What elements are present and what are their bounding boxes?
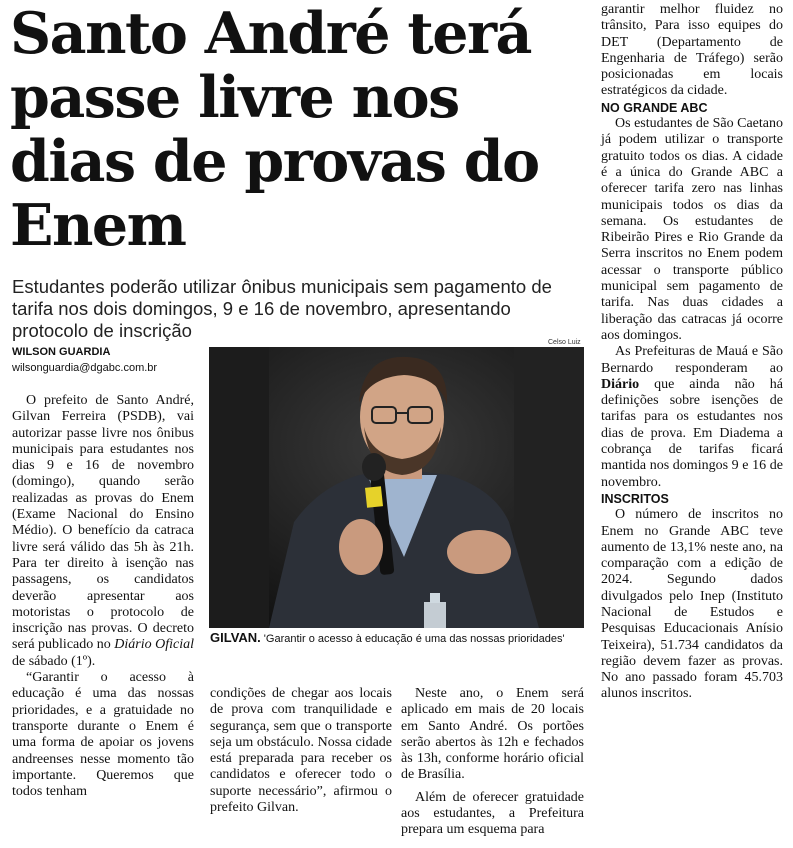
article-photo [209,347,584,628]
paragraph-maua-sbc: As Prefeituras de Mauá e São Bernardo responderam ao Diário que ainda não há definições sobre isenções de tarifas para os estudantes nos dias de prova. Em Diadema a cobrança de tarifas ficará mantida nos domingos 9 e 16 de novembro. [601,344,783,490]
photo-credit: Celso Luiz [548,339,581,346]
headline: Santo André terá passe livre nos dias de provas do Enem [10,0,539,259]
column-4 [601,2,783,703]
subhead-grande-abc: NO GRANDE ABC [601,100,708,115]
column-1 [12,393,194,800]
paragraph-intro: O prefeito de Santo André, Gilvan Ferreira (PSDB), vai autorizar passe livre nos ônibus municipais para estudantes nos dias 9 e 16 de novembro (domingo), quando serão realizadas as provas do Enem (Exame Nacional do Ensino Médio). O benefício da catraca livre será válido das 5h às 21h. Para ter direito à isenção nas passagens, os candidatos deverão apresentar aos motoristas o protocolo de inscrição nas provas. O decreto será publicado no Diário Oficial de sábado (1º). [12,393,194,669]
caption-label: GILVAN. [210,630,261,645]
column-2 [210,686,392,816]
deck: Estudantes poderão utilizar ônibus municipais sem pagamento de tarifa nos dois domingos, 9 e 16 de novembro, apresentando protocolo de inscrição [12,276,552,341]
paragraph-abc-students: Os estudantes de São Caetano já podem utilizar o transporte gratuito todos os dias. A cidade é a única do Grande ABC a oferecer tarifa zero nas linhas municipais todos os dias da semana. Os estudantes de Ribeirão Pires e Rio Grande da Serra inscritos no Enem podem acessar o transporte público municipal sem pagamento de tarifa. Nas duas cidades a liberação das catracas já ocorre aos domingos. [601,116,783,343]
byline-author: WILSON GUARDIA [12,346,111,358]
byline-email: wilsonguardia@dgabc.com.br [12,362,158,374]
diario-oficial-italic: Diário Oficial [114,637,194,653]
paragraph-quote: “Garantir o acesso à educação é uma das nossas prioridades, e a gratuidade no transporte durante o Enem é uma forma de apoiar os jovens andreenses nesse momento tão importante. Queremos que todos tenham [12,670,194,800]
paragraph-inscritos: O número de inscritos no Enem no Grande ABC teve aumento de 13,1% neste ano, na comparação com a edição de 2024. Segundo dados divulgados pelo Inep (Instituto Nacional de Estudos e Pesquisas Educacionais Anísio Teixeira), 51.734 candidatos da região devem fazer as provas. No ano passado foram 45.703 alunos inscritos. [601,507,783,702]
subhead-inscritos: INSCRITOS [601,491,669,506]
speaker-photo-illustration [209,347,584,628]
caption-text: 'Garantir o acesso à educação é uma das nossas prioridades' [263,633,565,645]
paragraph-traffic-continued: garantir melhor fluidez no trânsito, Para isso equipes do DET (Departamento de Engenharia de Tráfego) serão posicionadas em locais estratégicos da cidade. [601,2,783,99]
paragraph-locations: Neste ano, o Enem será aplicado em mais de 20 locais em Santo André. Os portões serão abertos às 12h e fechados às 13h, conforme horário oficial de Brasília. [401,686,584,783]
paragraph-quote-continued: condições de chegar aos locais de prova com tranquilidade e segurança, sem que o transporte seja um obstáculo. Nossa cidade está preparada para receber os candidatos e oferecer todo o suporte necessário”, afirmou o prefeito Gilvan. [210,686,392,816]
photo-caption [210,630,590,645]
paragraph-traffic: Além de oferecer gratuidade aos estudantes, a Prefeitura prepara um esquema para [401,789,584,838]
diario-bold: Diário [601,376,640,392]
column-3 [401,686,584,839]
